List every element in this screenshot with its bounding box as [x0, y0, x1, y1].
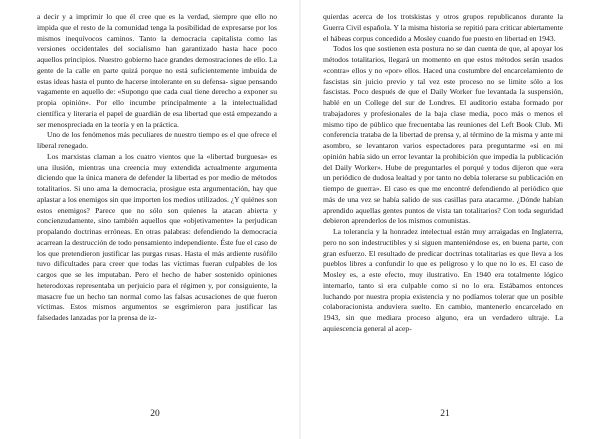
paragraph: La tolerancia y la honradez intelectual están muy arraigadas en Inglaterra, pero no son indestructibles y si siguen manteniéndose es, en buena parte, con gran esfuerzo. El resultado de predicar doctrinas totalitarias es que lleva a los pueblos libres a confundir lo que es peligroso y lo que no lo es. El caso de Mosley es, a este efecto, muy ilustrativo. En 1940 era totalmente lógico internarlo, tanto si era culpable como si no lo era. Estábamos entonces luchando por nuestra propia existencia y no podíamos tolerar que un posible colaboracionista anduviera suelto. En cambio, mantenerlo encarcelado en 1943, sin que mediara proceso alguno, era un verdadero ultraje. La aquiescencia general al acep- — [323, 227, 563, 333]
page-number: 20 — [150, 409, 160, 419]
page-number: 21 — [440, 409, 450, 419]
paragraph: Uno de los fenómenos más peculiares de nuestro tiempo es el que ofrece el liberal renegado. — [37, 130, 277, 150]
paragraph: Todos los que sostienen esta postura no se dan cuenta de que, al apoyar los métodos totalitarios, llegará un momento en que estos métodos serán usados «contra» ellos y no «por» ellos. Haced una costumbre del encarcelamiento de fascistas sin juicio previo y tal vez este proceso no se limite sólo a los fascistas. Poco después de que el Daily Worker fue levantada la suspensión, hablé en un College del sur de Londres. El auditorio estaba formado por trabajadores y profesionales de la baja clase media, poco más o menos el mismo tipo de público que frecuentaba las reuniones del Left Book Club. Mi conferencia trataba de la libertad de prensa y, al término de la misma y ante mi asombro, se levantaron varios espectadores para preguntarme «si en mi opinión había sido un error levantar la prohibición que impedía la publicación del Daily Worker». Hube de preguntarles el porqué y todos dijeron que «era un periódico de dudosa lealtad y por tanto no debía tolerarse su publicación en tiempo de guerra». El caso es que me encontré defendiendo al periódico que más de una vez se había salido de sus casillas para atacarme. ¿Dónde habían aprendido aquellas gentes puntos de vista tan totalitarios? Con toda seguridad debieron aprenderlos de los mismos comunistas. — [323, 44, 563, 226]
paragraph: quierdas acerca de los trotskistas y otros grupos republicanos durante la Guerra Civil española. Y la misma historia se repitió para criticar abiertamente el hábeas corpus concedido a Mosley cuando fue puesto en libertad en 1943. — [323, 12, 563, 43]
left-page-text — [37, 12, 277, 324]
right-page-text — [323, 12, 563, 335]
paragraph: Los marxistas claman a los cuatro vientos que la «libertad burguesa» es una ilusión, mientras una creencia muy extendida actualmente argumenta diciendo que la única manera de defender la libertad es por medio de métodos totalitarios. Si uno ama la democracia, prosigue esta argumentación, hay que aplastar a los enemigos sin que importen los medios utilizados. ¿Y quiénes son estos enemigos? Parece que no sólo son quienes la atacan abierta y concienzudamente, sino también aquellos que «objetivamente» la perjudican propalando doctrinas erróneas. En otras palabras: defendiendo la democracia acarrean la destrucción de todo pensamiento independiente. Éste fue el caso de los que pretendieron justificar las purgas rusas. Hasta el más ardiente rusófilo tuvo dificultades para creer que todas las víctimas fueran culpables de los cargos que se les imputaban. Pero el hecho de haber sostenido opiniones heterodoxas representaba un perjuicio para el régimen y, por consiguiente, la masacre fue un hecho tan normal como las falsas acusaciones de que fueron víctimas. Estos mismos argumentos se esgrimieron para justificar las falsedades lanzadas por la prensa de iz- — [37, 151, 277, 322]
paragraph: a decir y a imprimir lo que él cree que es la verdad, siempre que ello no impida que el resto de la comunidad tenga la posibilidad de expresarse por los mismos inequívocos caminos. Tanto la democracia capitalista como las versiones occidentales del socialismo han garantizado hasta hace poco aquellos principios. Nuestro gobierno hace grandes demostraciones de ello. La gente de la calle en parte quizá porque no está suficientemente imbuida de estas ideas hasta el punto de hacerse intolerante en su defensa- sigue pensando vagamente en aquello de: «Supongo que cada cual tiene derecho a exponer su propia opinión». Por ello incumbe principalmente a la intelectualidad científica y literaria el papel de guardián de esa libertad que está empezando a ser menospreciada en la teoría y en la práctica. — [37, 12, 277, 129]
right-page — [300, 0, 600, 439]
